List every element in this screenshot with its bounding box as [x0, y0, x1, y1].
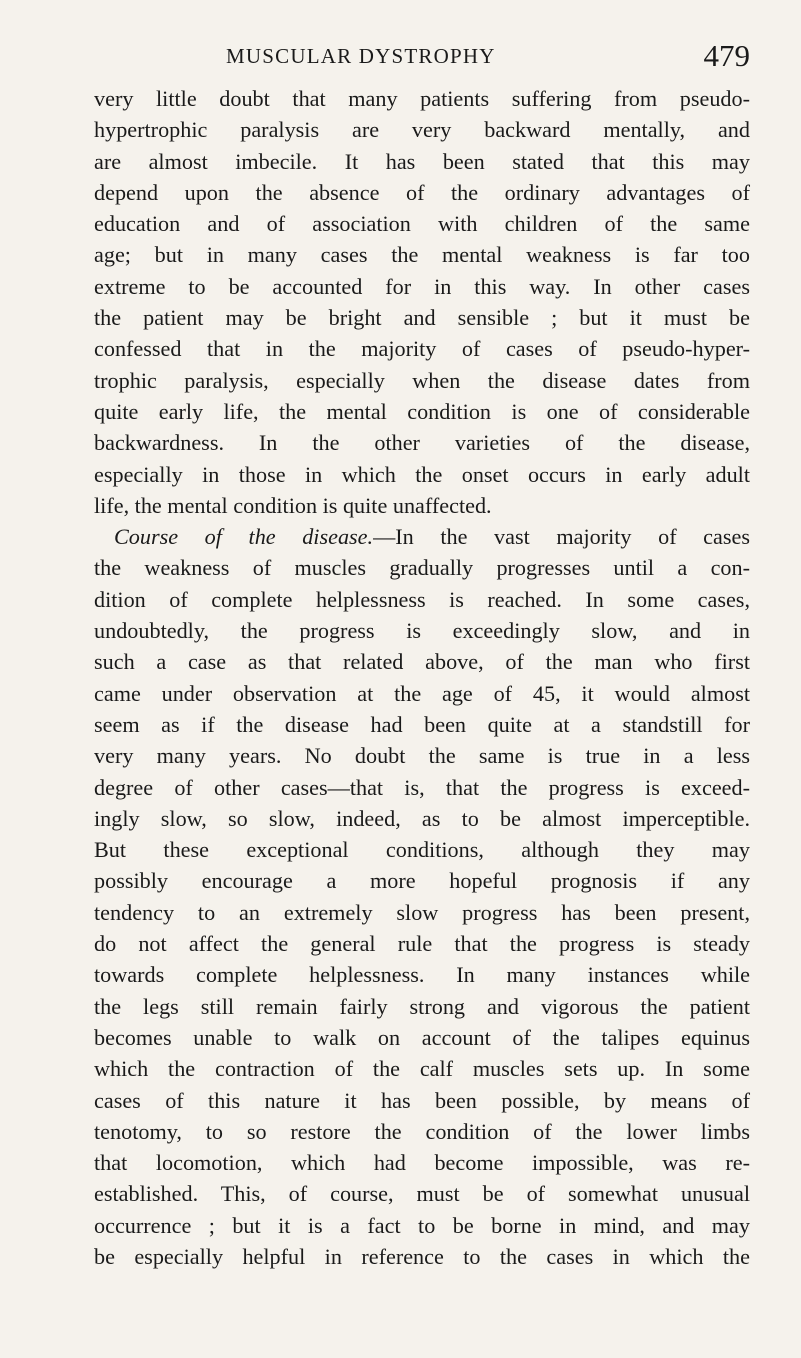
text-line: such a case as that related above, of the man who first [94, 649, 750, 675]
text-line: towards complete helplessness. In many instances while [94, 962, 750, 988]
running-head [94, 38, 750, 78]
text-line: very many years. No doubt the same is true in a less [94, 743, 750, 769]
text-line: the legs still remain fairly strong and vigorous the patient [94, 993, 750, 1019]
text-line: came under observation at the age of 45, it would almost [94, 680, 750, 706]
text-line: which the contraction of the calf muscles sets up. In some [94, 1056, 750, 1082]
text-line: But these exceptional conditions, although they may [94, 837, 750, 863]
text-line: degree of other cases—that is, that the progress is exceed- [94, 774, 750, 800]
text-line: ingly slow, so slow, indeed, as to be almost imperceptible. [94, 805, 750, 831]
section-first-line [94, 521, 750, 552]
text-line: possibly encourage a more hopeful prognosis if any [94, 868, 750, 894]
section-heading: Course of the disease. [114, 524, 374, 550]
text-line: trophic paralysis, especially when the disease dates from [94, 367, 750, 393]
text-line: especially in those in which the onset occurs in early adult [94, 461, 750, 487]
text-line: education and of association with children of the same [94, 211, 750, 237]
text-line: tendency to an extremely slow progress has been present, [94, 899, 750, 925]
text-line: becomes unable to walk on account of the talipes equinus [94, 1024, 750, 1050]
body-text [94, 83, 750, 1272]
text-line: the patient may be bright and sensible ; but it must be [94, 305, 750, 331]
text-line: undoubtedly, the progress is exceedingly slow, and in [94, 618, 750, 644]
text-line: depend upon the absence of the ordinary advantages of [94, 179, 750, 205]
text-line: seem as if the disease had been quite at a standstill for [94, 711, 750, 737]
section-first-line-text: —In the vast majority of cases [373, 524, 750, 550]
text-line: that locomotion, which had become impossible, was re- [94, 1150, 750, 1176]
text-line: quite early life, the mental condition is one of considerable [94, 398, 750, 424]
text-line: dition of complete helplessness is reached. In some cases, [94, 586, 750, 612]
text-line: be especially helpful in reference to the cases in which the [94, 1243, 750, 1269]
text-line: tenotomy, to so restore the condition of the lower limbs [94, 1118, 750, 1144]
text-line: cases of this nature it has been possible, by means of [94, 1087, 750, 1113]
text-line: very little doubt that many patients suffering from pseudo- [94, 86, 750, 111]
text-line: extreme to be accounted for in this way. In other cases [94, 273, 750, 299]
text-line: the weakness of muscles gradually progresses until a con- [94, 555, 750, 581]
text-line: occurrence ; but it is a fact to be borne in mind, and may [94, 1212, 750, 1238]
page-number: 479 [703, 38, 750, 73]
text-line: backwardness. In the other varieties of the disease, [94, 430, 750, 456]
text-line: established. This, of course, must be of somewhat unusual [94, 1181, 750, 1207]
text-line: confessed that in the majority of cases of pseudo-hyper- [94, 336, 750, 362]
text-line: do not affect the general rule that the progress is steady [94, 931, 750, 957]
text-line: life, the mental condition is quite unaffected. [94, 492, 492, 518]
text-line: age; but in many cases the mental weakness is far too [94, 242, 750, 268]
text-line: are almost imbecile. It has been stated that this may [94, 148, 750, 174]
running-head-title: MUSCULAR DYSTROPHY [226, 44, 496, 68]
text-line: hypertrophic paralysis are very backward mentally, and [94, 117, 750, 143]
